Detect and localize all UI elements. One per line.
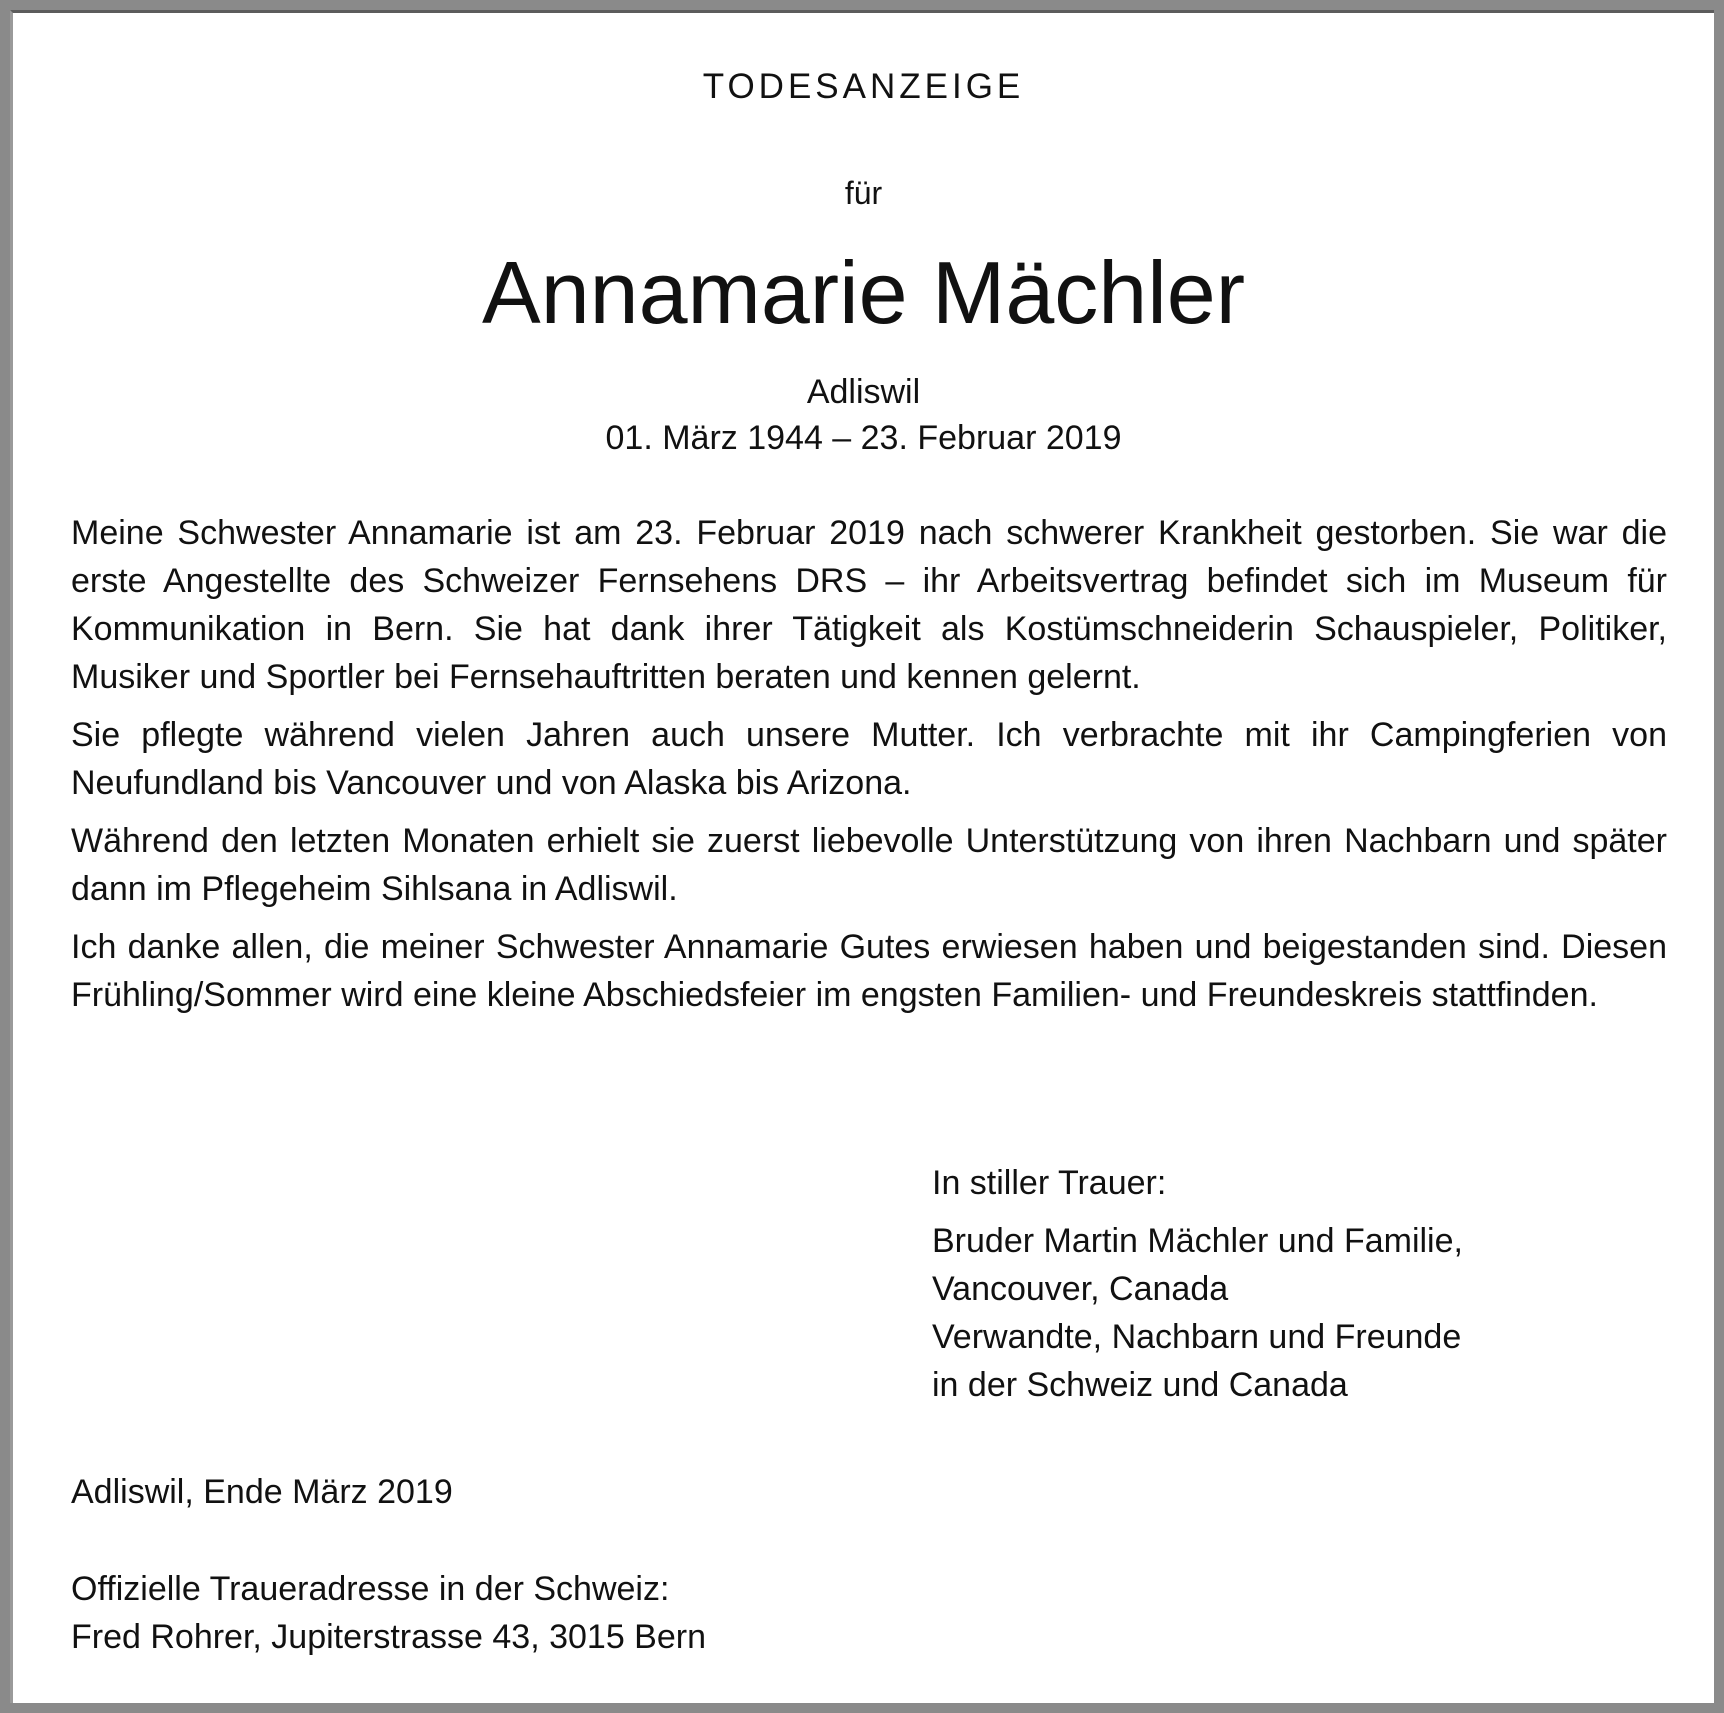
dateline: Adliswil, Ende März 2019 (71, 1473, 453, 1511)
mourners-spacer (932, 1207, 1463, 1217)
body-paragraph-2: Sie pflegte während vielen Jahren auch unsere Mutter. Ich verbrachte mit ihr Campingferien von Neufundland bis Vancouver und von Alaska bis Arizona. (71, 716, 1667, 802)
mourner-line-2: Vancouver, Canada (932, 1270, 1229, 1308)
deceased-place: Adliswil (806, 373, 921, 411)
for-label: für (844, 175, 883, 211)
deceased-name: Annamarie Mächler (482, 243, 1245, 342)
mourner-line-1: Bruder Martin Mächler und Familie, (932, 1222, 1463, 1260)
notice-body (71, 509, 1667, 1029)
body-paragraph-4: Ich danke allen, die meiner Schwester Annamarie Gutes erwiesen haben und beigestanden sind. Diesen Frühling/Sommer wird eine kleine Abschiedsfeier im engsten Familien- und Freundeskreis stattfinden. (71, 928, 1667, 1014)
mourners-intro: In stiller Trauer: (932, 1164, 1167, 1202)
mourner-line-4: in der Schweiz und Canada (932, 1366, 1348, 1404)
body-paragraph-3: Während den letzten Monaten erhielt sie zuerst liebevolle Unterstützung von ihren Nachbarn und später dann im Pflegeheim Sihlsana in Adliswil. (71, 822, 1667, 908)
address-label: Offizielle Traueradresse in der Schweiz: (71, 1570, 670, 1608)
life-dates: 01. März 1944 – 23. Februar 2019 (605, 419, 1122, 457)
mourners-block (932, 1159, 1463, 1409)
notice-heading: TODESANZEIGE (702, 67, 1025, 106)
body-paragraph-1: Meine Schwester Annamarie ist am 23. Februar 2019 nach schwerer Krankheit gestorben. Sie war die erste Angestellte des Schweizer Fernsehens DRS – ihr Arbeitsvertrag befindet sich im Museum für Kommunikation in Bern. Sie hat dank ihrer Tätigkeit als Kostümschneiderin Schauspieler, Politiker, Musiker und Sportler bei Fernsehauftritten beraten und kennen gelernt. (71, 514, 1667, 696)
address-value: Fred Rohrer, Jupiterstrasse 43, 3015 Bern (71, 1618, 706, 1656)
mourning-address (71, 1565, 706, 1661)
obituary-notice (10, 10, 1714, 1703)
mourner-line-3: Verwandte, Nachbarn und Freunde (932, 1318, 1462, 1356)
